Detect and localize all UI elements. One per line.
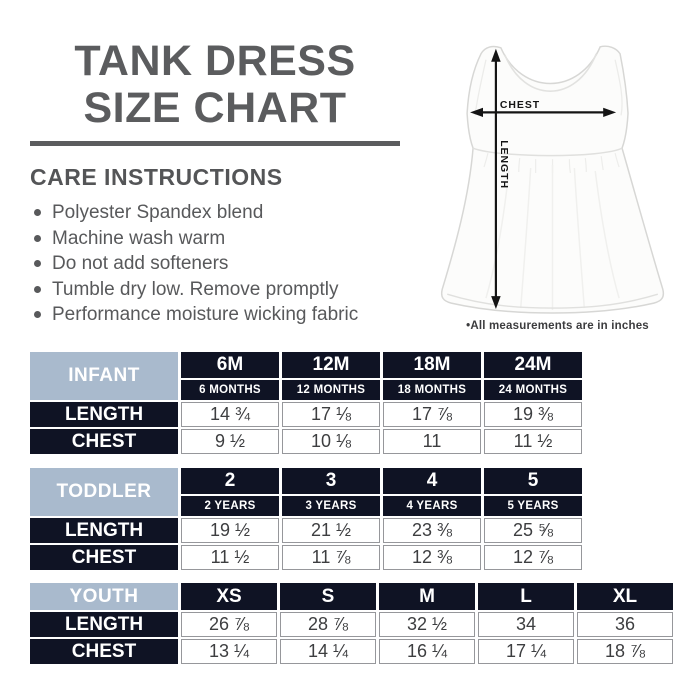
measurement-value: 13 ¼ (181, 639, 277, 664)
table-row (30, 639, 673, 664)
measurement-value: 14 ¾ (181, 402, 279, 427)
table-row (30, 352, 582, 378)
group-label-infant: INFANT (30, 352, 178, 400)
measurement-value: 11 (383, 429, 481, 454)
measurement-value: 32 ½ (379, 612, 475, 637)
title-underline (30, 141, 400, 146)
size-header: 24M (484, 352, 582, 378)
size-header: L (478, 583, 574, 610)
measurement-value: 11 ⅞ (282, 545, 380, 570)
measurement-value: 14 ¼ (280, 639, 376, 664)
size-header: M (379, 583, 475, 610)
measurement-value: 19 ½ (181, 518, 279, 543)
care-instructions-list (30, 200, 430, 328)
page-title (30, 38, 400, 146)
measurement-value: 10 ⅛ (282, 429, 380, 454)
row-label: LENGTH (30, 402, 178, 427)
measurement-value: 9 ½ (181, 429, 279, 454)
care-item (30, 251, 430, 277)
infant-size-table (27, 350, 585, 456)
row-label: CHEST (30, 545, 178, 570)
measurement-value: 17 ⅞ (383, 402, 481, 427)
size-header: 12M (282, 352, 380, 378)
care-instructions-section (30, 164, 430, 328)
care-item-text: Machine wash warm (52, 227, 226, 249)
size-header: 3 (282, 468, 380, 494)
table-row (30, 612, 673, 637)
table-row (30, 545, 582, 570)
measurement-value: 17 ⅛ (282, 402, 380, 427)
size-header: XS (181, 583, 277, 610)
size-subheader: 24 MONTHS (484, 380, 582, 400)
measurement-value: 23 ⅜ (383, 518, 481, 543)
care-item-text: Do not add softeners (52, 253, 229, 275)
care-item (30, 302, 430, 328)
row-label: LENGTH (30, 612, 178, 637)
measurement-note: •All measurements are in inches (466, 320, 649, 332)
table-row (30, 583, 673, 610)
size-subheader: 5 YEARS (484, 496, 582, 516)
measurement-value: 11 ½ (181, 545, 279, 570)
measurement-value: 26 ⅞ (181, 612, 277, 637)
care-item (30, 277, 430, 303)
measurement-value: 21 ½ (282, 518, 380, 543)
row-label: CHEST (30, 429, 178, 454)
measurement-value: 36 (577, 612, 673, 637)
size-subheader: 12 MONTHS (282, 380, 380, 400)
size-subheader: 18 MONTHS (383, 380, 481, 400)
care-item-text: Performance moisture wicking fabric (52, 304, 359, 326)
chest-label: CHEST (499, 99, 541, 111)
length-label: LENGTH (497, 140, 509, 190)
measurement-value: 11 ½ (484, 429, 582, 454)
size-header: 6M (181, 352, 279, 378)
care-instructions-heading: CARE INSTRUCTIONS (30, 164, 283, 190)
bullet-icon (34, 286, 41, 293)
bullet-icon (34, 209, 41, 216)
row-label: CHEST (30, 639, 178, 664)
size-header: 4 (383, 468, 481, 494)
size-header: 2 (181, 468, 279, 494)
toddler-size-table (27, 466, 585, 572)
group-label-toddler: TODDLER (30, 468, 178, 516)
measurement-value: 12 ⅞ (484, 545, 582, 570)
table-row (30, 402, 582, 427)
size-header: XL (577, 583, 673, 610)
dress-illustration (422, 20, 690, 318)
table-row (30, 468, 582, 494)
table-row (30, 518, 582, 543)
care-item (30, 226, 430, 252)
measurement-value: 34 (478, 612, 574, 637)
group-label-youth: YOUTH (30, 583, 178, 610)
size-subheader: 6 MONTHS (181, 380, 279, 400)
row-label: LENGTH (30, 518, 178, 543)
table-row (30, 429, 582, 454)
measurement-value: 12 ⅜ (383, 545, 481, 570)
size-subheader: 4 YEARS (383, 496, 481, 516)
size-subheader: 3 YEARS (282, 496, 380, 516)
size-header: 5 (484, 468, 582, 494)
size-header: 18M (383, 352, 481, 378)
size-subheader: 2 YEARS (181, 496, 279, 516)
care-item-text: Tumble dry low. Remove promptly (52, 278, 339, 300)
measurement-value: 17 ¼ (478, 639, 574, 664)
youth-size-table (27, 581, 676, 666)
measurement-value: 28 ⅞ (280, 612, 376, 637)
page-title-line1: TANK DRESS (74, 37, 356, 85)
bullet-icon (34, 260, 41, 267)
care-item-text: Polyester Spandex blend (52, 202, 264, 223)
page-title-line2: SIZE CHART (83, 84, 347, 132)
measurement-value: 25 ⅝ (484, 518, 582, 543)
bullet-icon (34, 235, 41, 242)
measurement-value: 19 ⅜ (484, 402, 582, 427)
size-header: S (280, 583, 376, 610)
care-item (30, 200, 430, 226)
bullet-icon (34, 311, 41, 318)
measurement-value: 16 ¼ (379, 639, 475, 664)
measurement-value: 18 ⅞ (577, 639, 673, 664)
